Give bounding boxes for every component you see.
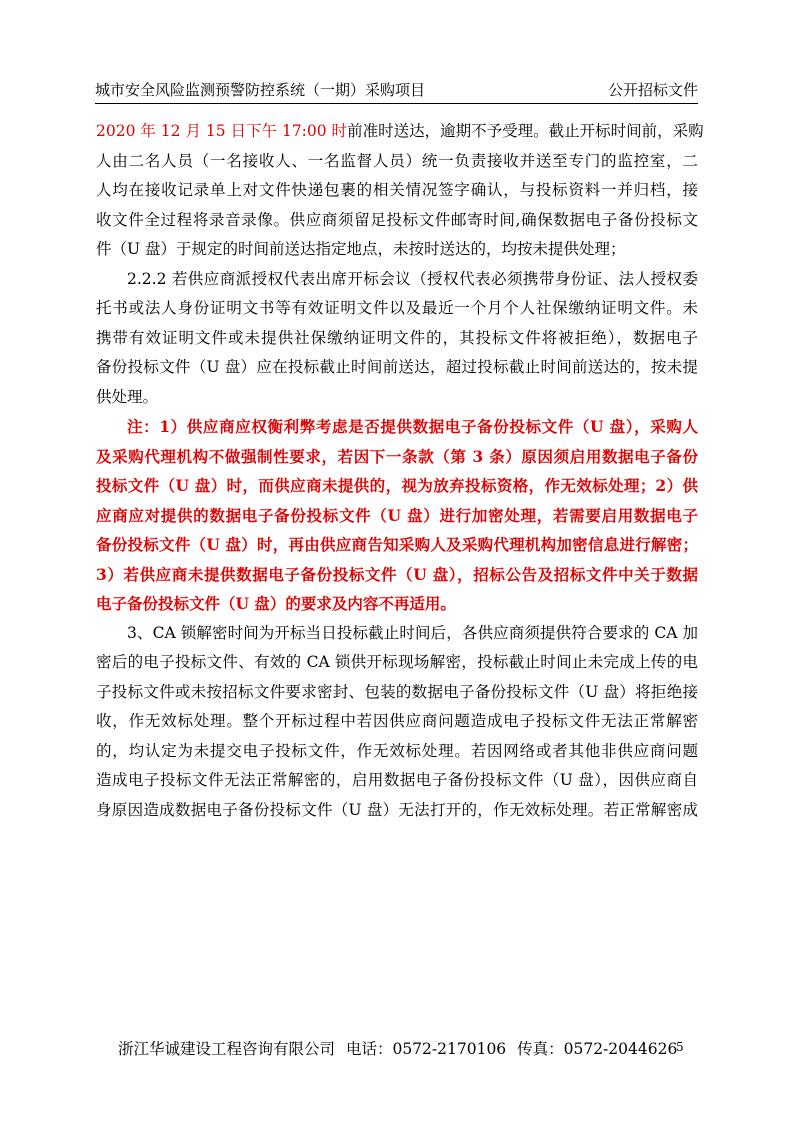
paragraph-2-line: 供处理。 [96, 387, 159, 406]
note-line: 应商应对提供的数据电子备份投标文件（U 盘）进行加密处理，若需要启用数据电子 [96, 505, 698, 525]
paragraph-3-line: 子投标文件或未按招标文件要求密封、包装的数据电子备份投标文件（U 盘）将拒绝接 [96, 682, 698, 701]
paragraph-3-line: 密后的电子投标文件、有效的 CA 锁供开标现场解密，投标截止时间止未完成上传的电 [96, 653, 698, 671]
note-line: 备份投标文件（U 盘）时，再由供应商告知采购人及采购代理机构加密信息进行解密； [96, 535, 698, 554]
paragraph-3-line: 3、CA 锁解密时间为开标当日投标截止时间后，各供应商须提供符合要求的 CA 加 [127, 623, 698, 642]
deadline-text: 2020 年 12 月 15 日下午 17:00 时 [96, 122, 348, 140]
header-project-title: 城市安全风险监测预警防控系统（一期）采购项目 [95, 81, 426, 99]
paragraph-2-line: 携带有效证明文件或未提供社保缴纳证明文件的，其投标文件将被拒绝），数据电子 [96, 328, 698, 347]
note-line: 电子备份投标文件（U 盘）的要求及内容不再适用。 [96, 594, 456, 613]
page-body [96, 117, 704, 825]
footer-fax: 传真：0572-2044626 [517, 1040, 678, 1058]
page-footer [118, 1037, 683, 1059]
footer-phone: 电话：0572-2170106 [345, 1040, 507, 1058]
paragraph-2-line: 托书或法人身份证明文书等有效证明文件以及最近一个月个人社保缴纳证明文件。未 [96, 299, 698, 317]
paragraph-1-line: 人均在接收记录单上对文件快递包裹的相关情况签字确认，与投标资料一并归档，接 [96, 181, 698, 199]
page-number: 5 [676, 1040, 684, 1054]
note-line: 及采购代理机构不做强制性要求，若因下一条款（第 3 条）原因须启用数据电子备份 [96, 446, 698, 466]
paragraph-2-line: 2.2.2 若供应商派授权代表出席开标会议（授权代表必须携带身份证、法人授权委 [127, 269, 698, 288]
paragraph-1-line: 2020 年 12 月 15 日下午 17:00 时前准时送达，逾期不予受理。截止开标时间前，采购 [96, 122, 704, 140]
note-line: 注：1）供应商应权衡利弊考虑是否提供数据电子备份投标文件（U 盘），采购人 [127, 417, 698, 436]
paragraph-3-line: 收，作无效标处理。整个开标过程中若因供应商问题造成电子投标文件无法正常解密 [96, 712, 698, 730]
paragraph-3-line: 的，均认定为未提交电子投标文件，作无效标处理。若因网络或者其他非供应商问题 [96, 741, 698, 760]
footer-company: 浙江华诚建设工程咨询有限公司 [118, 1040, 336, 1058]
page-header [95, 74, 698, 104]
paragraph-3-line: 身原因造成数据电子备份投标文件（U 盘）无法打开的，作无效标处理。若正常解密成 [96, 800, 698, 819]
header-document-type: 公开招标文件 [607, 81, 698, 99]
note-line: 投标文件（U 盘）时，而供应商未提供的，视为放弃投标资格，作无效标处理；2）供 [96, 476, 698, 495]
paragraph-1-line: 收文件全过程将录音录像。供应商须留足投标文件邮寄时间,确保数据电子备份投标文 [96, 210, 698, 229]
note-line: 3）若供应商未提供数据电子备份投标文件（U 盘），招标公告及招标文件中关于数据 [96, 564, 698, 584]
paragraph-3-line: 造成电子投标文件无法正常解密的，启用数据电子备份投标文件（U 盘），因供应商自 [96, 771, 698, 789]
paragraph-2-line: 备份投标文件（U 盘）应在投标截止时间前送达，超过投标截止时间前送达的，按未提 [96, 358, 698, 376]
paragraph-1-line: 件（U 盘）于规定的时间前送达指定地点，未按时送达的，均按未提供处理； [96, 240, 626, 258]
paragraph-1-line: 人由二名人员（一名接收人、一名监督人员）统一负责接收并送至专门的监控室，二 [96, 151, 698, 170]
